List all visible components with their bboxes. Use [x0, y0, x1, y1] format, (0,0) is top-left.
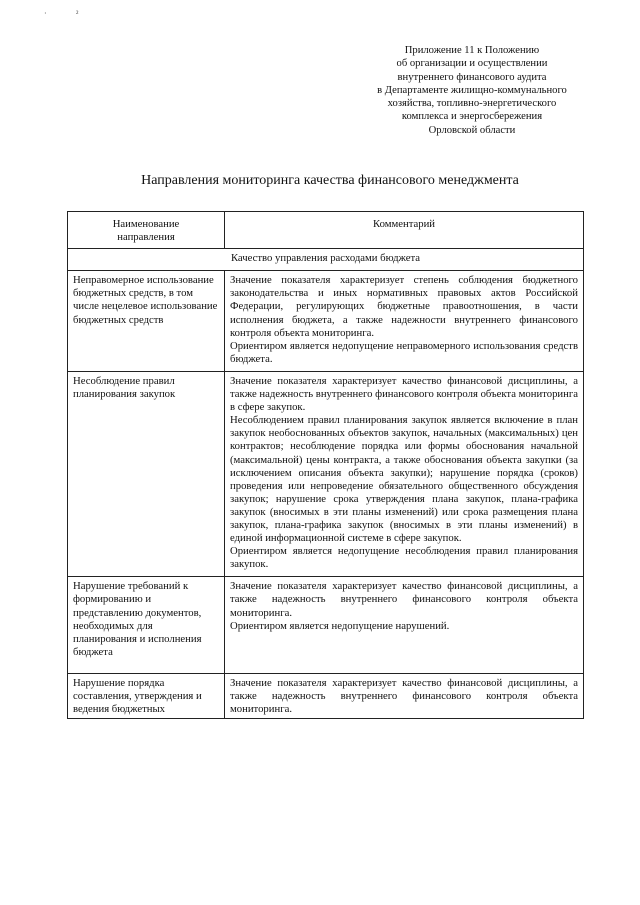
row-name: Неправомерное использование бюджетных средств, в том числе нецелевое использование бюджетных средств	[68, 271, 225, 372]
table-row	[68, 371, 584, 576]
appendix-line: внутреннего финансового аудита	[397, 71, 547, 83]
comment-paragraph: Несоблюдением правил планирования закупок является включение в план закупок необоснованных объектов закупок, начальных (максимальных) цен контрактов; несоблюдение порядка или формы обоснования начальной (максимальной) цены контракта, а также обоснования объекта закупки (за исключением описания объекта закупки); нарушение порядка (сроков) проведения или непроведение обязательного общественного обсуждения закупок; нарушение срока утверждения плана закупок, плана-графика закупок (вносимых в эти планы изменений) или срока размещения плана закупок, плана-графика закупок (вносимых в эти планы изменений) в единой информационной системе в сфере закупок.	[230, 414, 578, 545]
comment-paragraph: Значение показателя характеризует качество финансовой дисциплины, а также надежность внутреннего финансового контроля объекта мониторинга в сфере закупок.	[230, 374, 578, 414]
appendix-line: хозяйства, топливно-энергетического	[387, 98, 557, 110]
comment-paragraph: Ориентиром является недопущение нарушений.	[230, 619, 450, 632]
comment-paragraph: Ориентиром является недопущение неправомерного использования средств бюджета.	[230, 339, 578, 365]
comment-paragraph: Значение показателя характеризует качество финансовой дисциплины, а также надежность внутреннего финансового контроля объекта мониторинга.	[230, 676, 578, 716]
appendix-line: об организации и осуществлении	[396, 58, 548, 70]
appendix-line: в Департаменте жилищно-коммунального	[377, 84, 567, 96]
appendix-line: Приложение 11 к Положению	[404, 45, 540, 56]
table-row	[68, 673, 584, 718]
row-comment	[225, 577, 584, 674]
scan-mark-left: ·	[44, 9, 47, 18]
row-comment	[225, 371, 584, 576]
row-comment	[225, 673, 584, 718]
row-name: Нарушение порядка составления, утверждения и ведения бюджетных	[68, 673, 225, 718]
table-row	[68, 577, 584, 674]
comment-paragraph: Значение показателя характеризует качество финансовой дисциплины, а также надежность внутреннего финансового контроля объекта мониторинга.	[230, 580, 578, 619]
section-title: Качество управления расходами бюджета	[68, 249, 584, 271]
scan-mark-right: ²	[76, 9, 79, 18]
appendix-note	[372, 44, 572, 137]
table-header-row	[68, 212, 584, 249]
appendix-line: комплекса и энергосбережения	[401, 111, 543, 123]
section-row	[68, 249, 584, 271]
document-title: Направления мониторинга качества финансового менеджмента	[141, 173, 519, 188]
row-name: Нарушение требований к формированию и представлению документов, необходимых для планирования и исполнения бюджета	[68, 577, 225, 674]
header-comment: Комментарий	[225, 212, 584, 249]
comment-paragraph: Ориентиром является недопущение несоблюдения правил планирования закупок.	[230, 545, 578, 571]
comment-paragraph: Значение показателя характеризует степень соблюдения бюджетного законодательства и иных нормативных правовых актов Российской Федерации, регулирующих бюджетные правоотношения, в части исполнения бюджета, а также надежности внутреннего финансового контроля объекта мониторинга.	[230, 274, 578, 339]
row-name: Несоблюдение правил планирования закупок	[68, 371, 225, 576]
header-name: Наименование направления	[68, 212, 225, 249]
row-comment	[225, 271, 584, 372]
table-row	[68, 271, 584, 372]
monitoring-table	[67, 211, 584, 719]
appendix-line: Орловской области	[428, 124, 516, 136]
